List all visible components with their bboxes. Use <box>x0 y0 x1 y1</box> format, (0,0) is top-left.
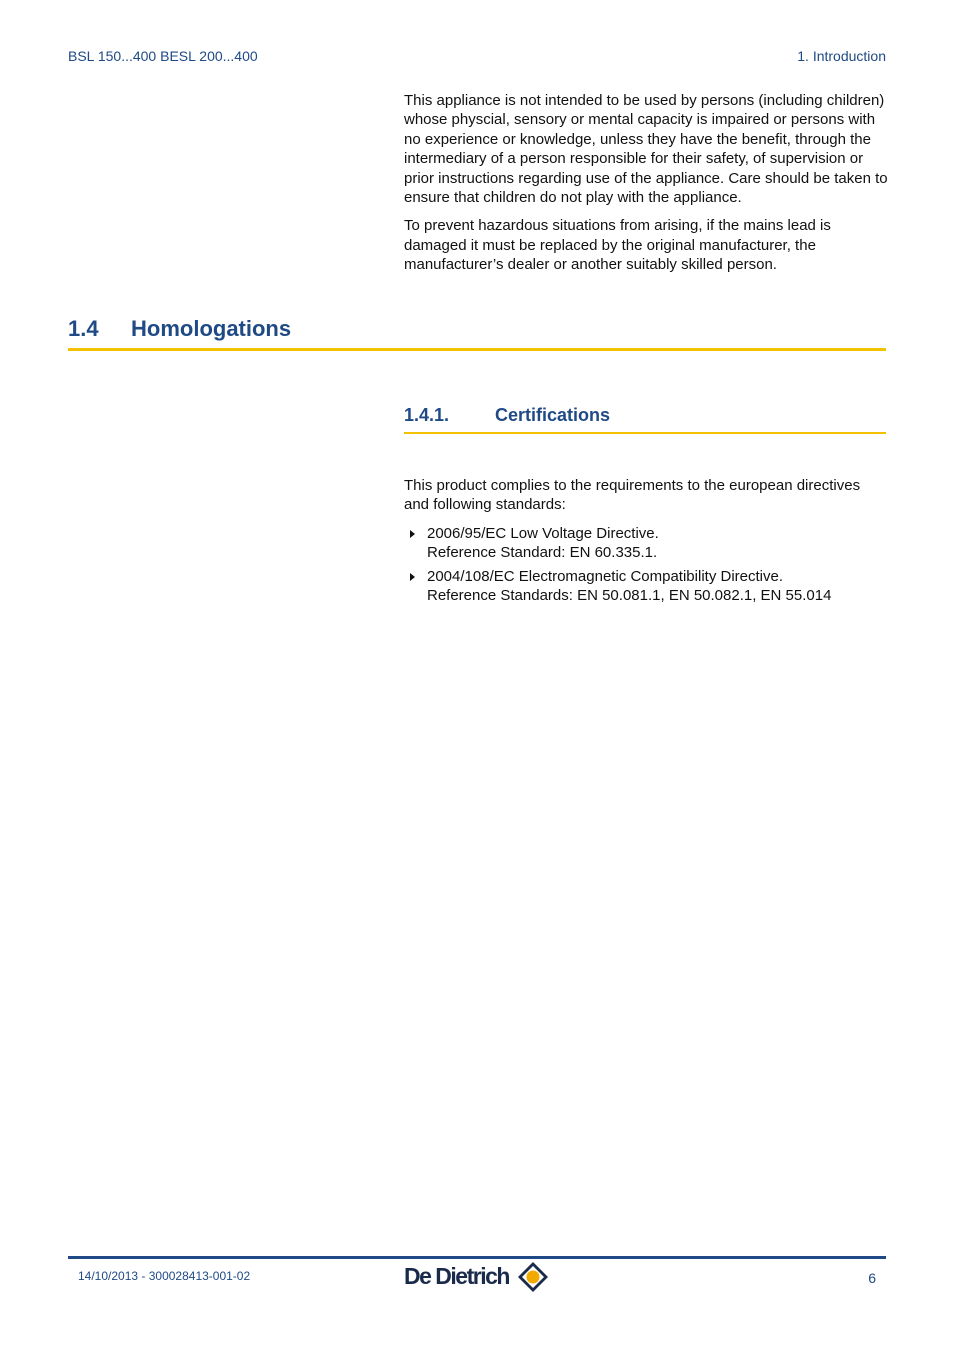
intro-paragraph: To prevent hazardous situations from arising, if the mains lead is damaged it must be replaced by the original manufacturer, the manufacturer’s dealer or another suitably skilled person. <box>404 217 831 274</box>
reference-standard: Reference Standard: EN 60.335.1. <box>427 544 658 562</box>
section-heading <box>68 314 886 351</box>
bullet-arrow-icon <box>410 573 415 581</box>
reference-standard: Reference Standards: EN 50.081.1, EN 50.082.1, EN 55.014 <box>427 587 832 605</box>
subsection-number: 1.4.1. <box>404 405 450 425</box>
subsection-title: Certifications <box>495 405 611 425</box>
running-header-document-title: BSL 150...400 BESL 200...400 <box>68 48 258 64</box>
certifications-intro: This product complies to the requirements to the european directives and following standards: <box>404 477 861 514</box>
certifications-block <box>404 476 888 609</box>
page-number: 6 <box>868 1270 876 1286</box>
intro-paragraph: This appliance is not intended to be used by persons (including children) whose physcial, sensory or mental capacity is impaired or persons with no experience or knowledge, unless they have the benefit, through the intermediary of a person responsible for their safety, of supervision or prior instructions regarding use of the appliance. Care should be taken to ensure that children do not play with the appliance. <box>404 92 888 207</box>
brand-diamond-icon <box>517 1261 549 1293</box>
bullet-arrow-icon <box>410 530 415 538</box>
directive-name: 2006/95/EC Low Voltage Directive. <box>427 524 659 542</box>
intro-text-block <box>404 91 888 284</box>
subsection-heading <box>404 403 886 434</box>
brand-logo <box>404 1259 554 1295</box>
footer-date-reference: 14/10/2013 - 300028413-001-02 <box>78 1269 251 1283</box>
certifications-list <box>404 524 888 606</box>
section-title: Homologations <box>131 316 292 341</box>
brand-logo-text: De Dietrich <box>404 1263 509 1289</box>
running-header-chapter: 1. Introduction <box>797 48 886 64</box>
list-item <box>404 567 888 606</box>
section-number: 1.4 <box>68 316 99 341</box>
list-item <box>404 524 888 563</box>
directive-name: 2004/108/EC Electromagnetic Compatibility Directive. <box>427 567 783 585</box>
